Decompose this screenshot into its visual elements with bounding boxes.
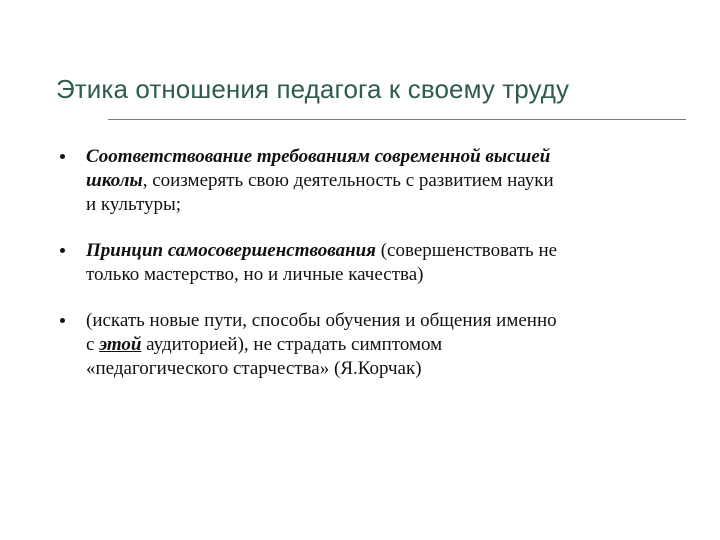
bullet-3-line-2 (86, 333, 700, 357)
bullet-item-1 (60, 145, 700, 217)
bullet-dot-icon (60, 318, 65, 323)
bullet-2-line-2: только мастерство, но и личные качества) (86, 264, 424, 285)
bullet-1-line-3: и культуры; (86, 194, 182, 215)
bullet-1-line-1 (86, 145, 700, 169)
bullet-2-text-1: (совершенствовать не (375, 240, 558, 261)
bullet-3-emphasis: этой (99, 334, 142, 355)
bullet-1-emphasis-2: школы (86, 170, 143, 191)
bullet-1-emphasis-1: Соответствование требованиям современной высшей (86, 146, 551, 167)
bullet-3-prefix: с (86, 334, 100, 355)
bullet-dot-icon (60, 248, 65, 253)
bullet-list (60, 145, 700, 403)
bullet-item-2 (60, 239, 700, 287)
bullet-item-3 (60, 309, 700, 381)
bullet-2-emphasis: Принцип самосовершенствования (86, 240, 376, 261)
bullet-1-line-2 (86, 169, 700, 193)
bullet-1-text-2: , соизмерять свою деятельность с развитием науки (142, 170, 554, 191)
bullet-3-line-3: «педагогического старчества» (Я.Корчак) (86, 358, 422, 379)
bullet-dot-icon (60, 154, 65, 159)
slide-title: Этика отношения педагога к своему труду (56, 74, 570, 104)
bullet-3-text-2: аудиторией), не страдать симптомом (141, 334, 443, 355)
bullet-3-line-1: (искать новые пути, способы обучения и общения именно (86, 310, 557, 331)
title-divider (108, 119, 686, 120)
bullet-2-line-1 (86, 239, 700, 263)
